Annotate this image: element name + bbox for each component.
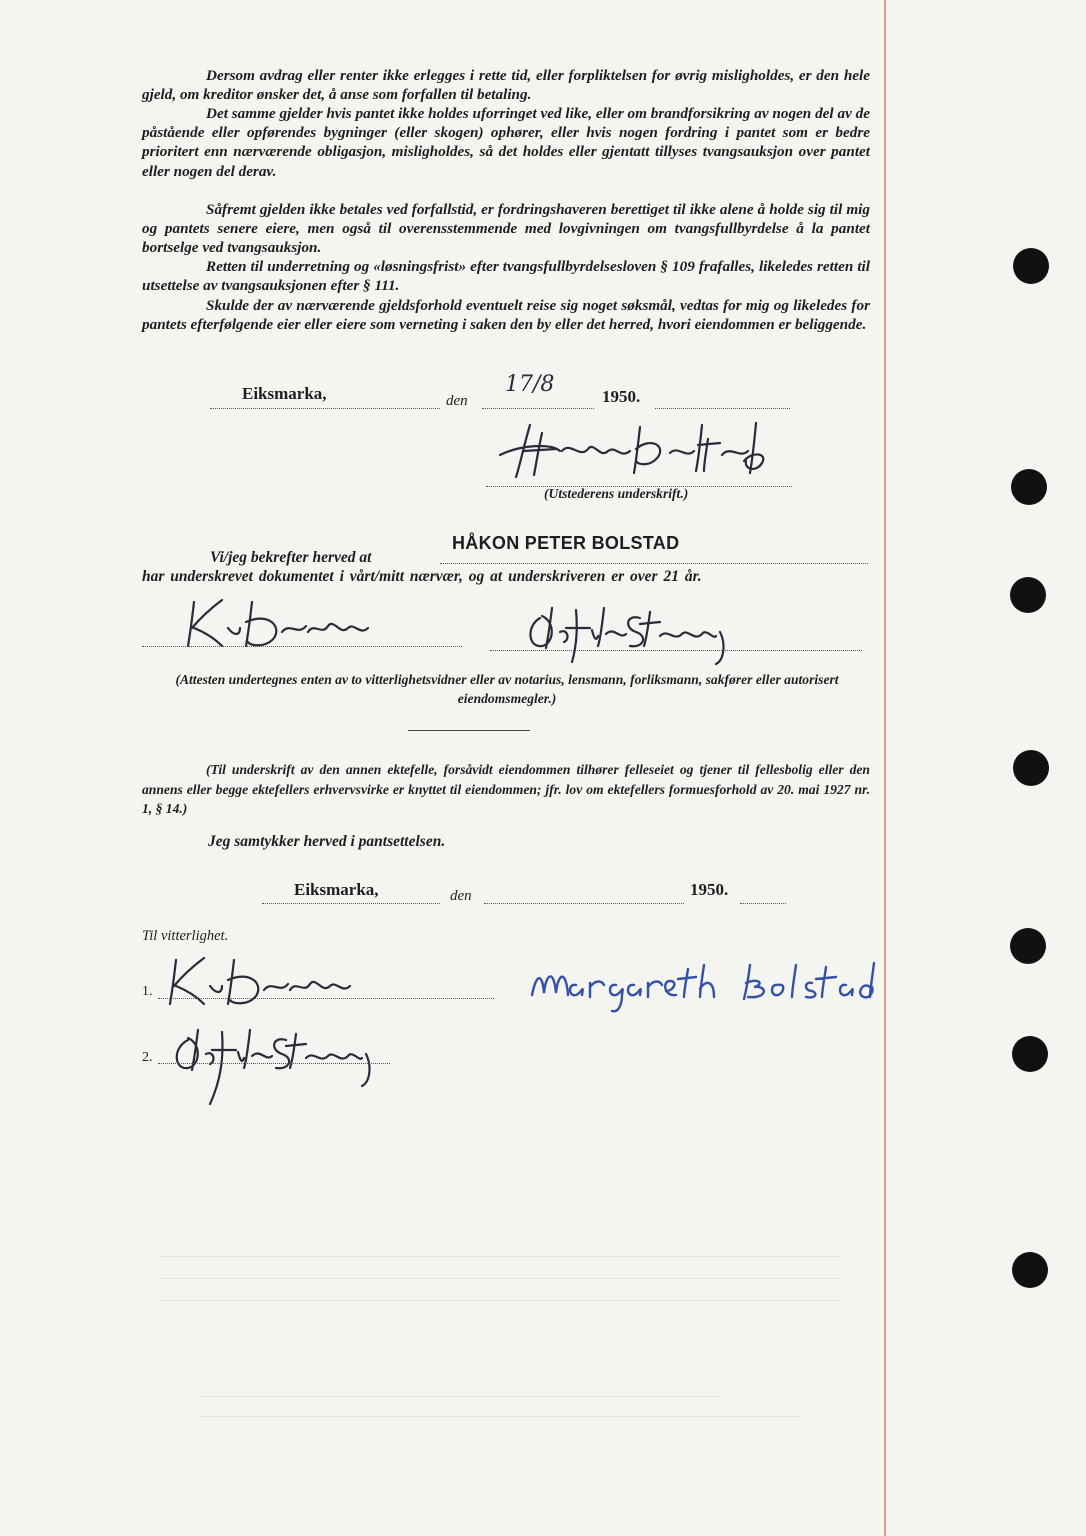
confirm-line: har underskrevet dokumentet i vårt/mitt nærvær, og at underskriveren er over 21 år. — [142, 568, 702, 585]
spouse-witness-signature-1 — [160, 950, 360, 1010]
witness-signature-2 — [520, 598, 740, 668]
den-label: den — [446, 393, 468, 409]
signer-name: HÅKON PETER BOLSTAD — [452, 533, 680, 553]
bleed-through — [160, 1256, 840, 1456]
witness-item-1-number: 1. — [142, 984, 153, 999]
terms-paragraph-4: Retten til underretning og «løsningsfrist» efter tvangsfullbyrdelsesloven § 109 frafalles, likeledes retten til utsettelse av tvangsauksjonen efter § 111. — [142, 258, 870, 295]
punch-hole — [1013, 750, 1049, 786]
witness-item-2-number: 2. — [142, 1050, 153, 1065]
spouse-witness-signature-2 — [164, 1020, 404, 1115]
terms-paragraph-5: Skulde der av nærværende gjeldsforhold eventuelt reise sig noget søksmål, vedtas for mig og likeledes for pantets efterfølgende eier eller eiere som verneting i saken den by eller det herred, hvori eiendommen er beliggende. — [142, 297, 870, 334]
punch-hole — [1012, 1252, 1048, 1288]
year-dotted-line — [655, 408, 790, 409]
punch-hole — [1012, 1036, 1048, 1072]
spouse-signature — [524, 955, 886, 1015]
spouse-year-dotted-line — [740, 903, 786, 904]
terms-paragraph-2: Det samme gjelder hvis pantet ikke holdes uforringet ved like, eller om brandforsikring av nogen del av de påstående eller opførendes bygninger (eller skogen) ophører, eller hvis nogen fordring i pantet som er bedre prioritert enn nærværende obligasjon, misligholdes, så det holdes eller gjentatt tillyses tvangsauksjon over pantet eller nogen del derav. — [142, 105, 870, 180]
confirm-prefix: Vi/jeg bekrefter herved at — [210, 549, 372, 566]
date-dotted-line — [482, 408, 594, 409]
punch-hole — [1010, 577, 1046, 613]
vitterlighet-label: Til vitterlighet. — [142, 928, 229, 944]
issue-date-handwritten: 17/8 — [505, 372, 555, 397]
red-margin-line — [884, 0, 886, 1536]
issue-place: Eiksmarka, — [242, 384, 327, 403]
spouse-den-label: den — [450, 888, 472, 904]
spouse-witness-1-dotted-line — [158, 998, 494, 999]
punch-hole — [1011, 469, 1047, 505]
witness-1-dotted-line — [142, 646, 462, 647]
spouse-place: Eiksmarka, — [294, 880, 379, 899]
attest-note: (Attesten undertegnes enten av to vitterlighetsvidner eller av notarius, lensmann, forliksmann, sakfører eller autorisert eiendomsmegler.) — [175, 672, 839, 706]
spouse-place-dotted-line — [262, 903, 440, 904]
signer-name-dotted-line — [440, 563, 868, 564]
witness-2-dotted-line — [490, 650, 862, 651]
spouse-note: (Til underskrift av den annen ektefelle, forsåvidt eiendommen tilhører felleseiet og tjener til fellesbolig eller den annens eller begge ektefellers erhvervsvirke er knyttet til eiendommen; jfr. lov om ektefellers formuesforhold av 20. mai 1927 nr. 1, § 14.) — [142, 762, 870, 816]
place-dotted-line — [210, 408, 440, 409]
consent-text: Jeg samtykker herved i pantsettelsen. — [208, 833, 446, 850]
terms-paragraph-1: Dersom avdrag eller renter ikke erlegges i rette tid, eller forpliktelsen for øvrig misligholdes, er den hele gjeld, om kreditor ønsker det, å anse som forfallen til betaling. — [142, 67, 870, 104]
issue-year: 1950. — [602, 387, 641, 406]
punch-hole — [1010, 928, 1046, 964]
terms-paragraph-3: Såfremt gjelden ikke betales ved forfallstid, er fordringshaveren berettiget til ikke alene å holde sig til mig og pantets senere eiere, men også til overensstemmende med lovgivningen om tvangsfullbyrdelse å la pantet bortselge ved tvangsauksjon. — [142, 201, 870, 257]
section-divider — [408, 730, 530, 731]
punch-hole — [1013, 248, 1049, 284]
spouse-date-dotted-line — [484, 903, 684, 904]
spouse-witness-2-dotted-line — [158, 1063, 390, 1064]
spouse-year: 1950. — [690, 880, 729, 899]
issuer-signature — [490, 415, 790, 485]
issuer-signature-caption: (Utstederens underskrift.) — [544, 486, 689, 501]
witness-signature-1 — [178, 592, 378, 652]
